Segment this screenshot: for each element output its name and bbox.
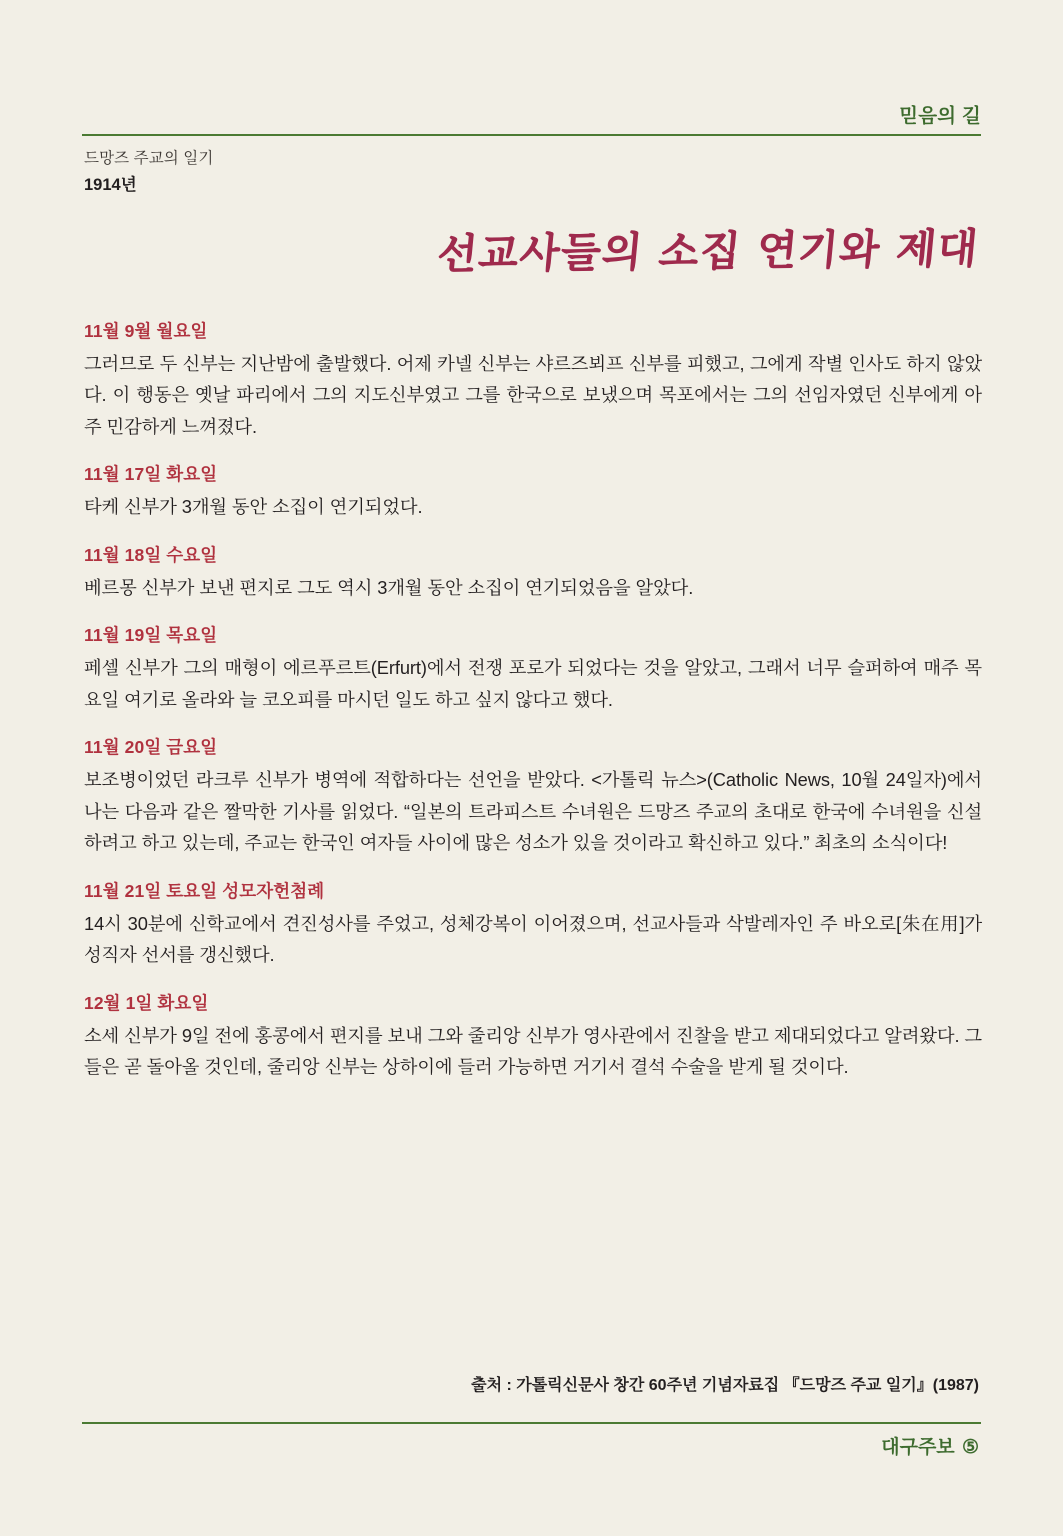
diary-entries <box>84 318 982 1102</box>
diary-entry <box>84 990 982 1083</box>
entry-text: 소세 신부가 9일 전에 홍콩에서 편지를 보내 그와 줄리앙 신부가 영사관에서 진찰을 받고 제대되었다고 알려왔다. 그들은 곧 돌아올 것인데, 줄리앙 신부는 상하이에 들러 가능하면 거기서 결석 수술을 받게 될 것이다. <box>84 1024 982 1078</box>
section-label: 믿음의 길 <box>899 105 981 127</box>
footer-divider <box>82 1422 981 1424</box>
entry-date: 11월 17일 화요일 <box>84 464 218 485</box>
entry-date: 11월 18일 수요일 <box>84 544 218 565</box>
page-header <box>82 100 981 136</box>
diary-entry <box>84 878 982 971</box>
entry-text: 타케 신부가 3개월 동안 소집이 연기되었다. <box>84 496 423 518</box>
footer-publication-name: 대구주보 <box>881 1437 955 1458</box>
diary-entry <box>84 734 982 858</box>
header-divider <box>82 134 981 136</box>
entry-date: 11월 21일 토요일 성모자헌첨례 <box>84 880 325 901</box>
kicker-text: 드망즈 주교의 일기 <box>84 150 214 167</box>
page-number: ⑤ <box>961 1437 979 1458</box>
diary-entry <box>84 542 982 603</box>
diary-entry <box>84 622 982 715</box>
entry-date: 11월 9월 월요일 <box>84 321 208 341</box>
diary-entry <box>84 318 982 442</box>
source-note: 출처 : 가톨릭신문사 창간 60주년 기념자료집 『드망즈 주교 일기』(1987) <box>471 1377 979 1394</box>
diary-entry <box>84 461 982 522</box>
entry-date: 11월 20일 금요일 <box>84 737 218 758</box>
entry-date: 11월 19일 목요일 <box>84 625 218 646</box>
entry-text: 보조병이었던 라크루 신부가 병역에 적합하다는 선언을 받았다. <가톨릭 뉴스>(Catholic News, 10월 24일자)에서 나는 다음과 같은 짤막한 기사를 읽었다. “일본의 트라피스트 수녀원은 드망즈 주교의 초대로 한국에 수녀원을 신설하려고 하고 있는데, 주교는 한국인 여자들 사이에 많은 성소가 있을 것이라고 확신하고 있다.” 최초의 소식이다! <box>84 769 982 854</box>
entry-text: 14시 30분에 신학교에서 견진성사를 주었고, 성체강복이 이어졌으며, 선교사들과 삭발레자인 주 바오로[朱在用]가 성직자 선서를 갱신했다. <box>84 912 982 966</box>
year-label: 1914년 <box>84 176 137 194</box>
entry-text: 베르몽 신부가 보낸 편지로 그도 역시 3개월 동안 소집이 연기되었음을 알았다. <box>84 576 694 598</box>
entry-text: 그러므로 두 신부는 지난밤에 출발했다. 어제 카넬 신부는 샤르즈뵈프 신부를 피했고, 그에게 작별 인사도 하지 않았다. 이 행동은 옛날 파리에서 그의 지도신부였고 그를 한국으로 보냈으며 목포에서는 그의 선임자였던 신부에게 아주 민감하게 느껴졌다. <box>84 353 982 437</box>
page-title: 선교사들의 소집 연기와 제대 <box>435 224 982 278</box>
footer-publication <box>881 1432 979 1459</box>
entry-text: 페셀 신부가 그의 매형이 에르푸르트(Erfurt)에서 전쟁 포로가 되었다는 것을 알았고, 그래서 너무 슬퍼하여 매주 목요일 여기로 올라와 늘 코오피를 마시던 일도 하고 싶지 않다고 했다. <box>84 657 982 710</box>
entry-date: 12월 1일 화요일 <box>84 992 209 1013</box>
